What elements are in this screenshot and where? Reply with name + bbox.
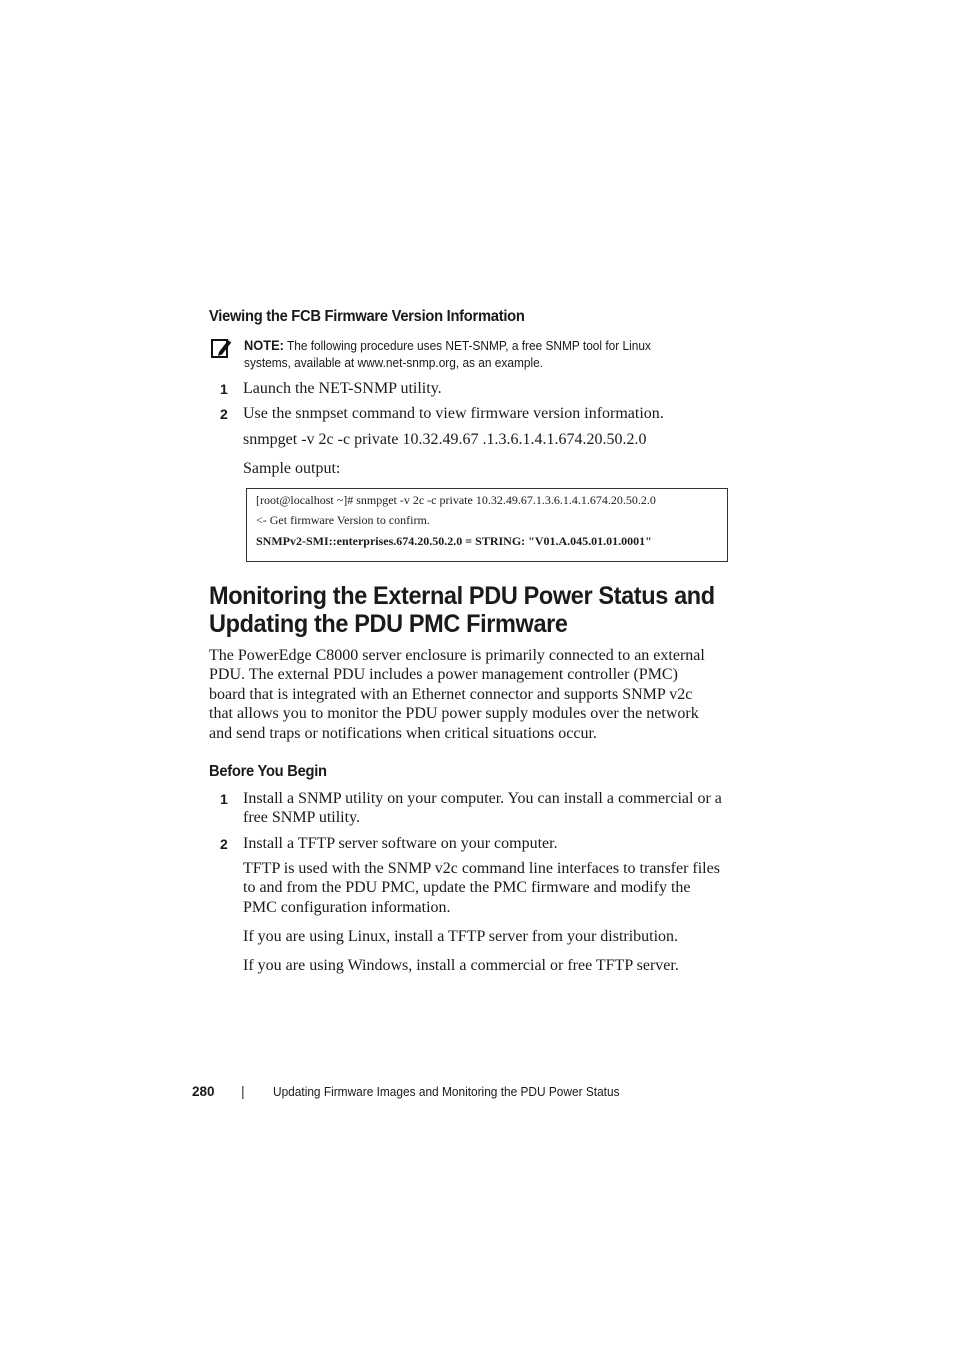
sample-output-box (246, 488, 728, 562)
footer-title: Updating Firmware Images and Monitoring the PDU Power Status (273, 1085, 620, 1099)
paragraph-line: that allows you to monitor the PDU power supply modules over the network (209, 705, 699, 723)
sample-output-label: Sample output: (243, 460, 341, 477)
code-line: SNMPv2-SMI::enterprises.674.20.50.2.0 = STRING: "V01.A.045.01.01.0001" (256, 534, 652, 548)
paragraph-line: board that is integrated with an Ethernet connector and supports SNMP v2c (209, 685, 693, 703)
note-pencil-icon (211, 337, 233, 359)
step-text: Use the snmpset command to view firmware version information. (243, 405, 664, 422)
linux-instruction: If you are using Linux, install a TFTP server from your distribution. (243, 928, 679, 945)
step-number: 2 (220, 836, 228, 852)
step-number: 2 (220, 406, 228, 422)
paragraph-line: and send traps or notifications when critical situations occur. (209, 724, 597, 742)
step-number: 1 (220, 791, 228, 807)
step-text: Install a TFTP server software on your computer. (243, 835, 558, 852)
tftp-paragraph (243, 859, 720, 917)
step-text (243, 789, 722, 828)
footer-separator: | (241, 1083, 245, 1099)
windows-instruction: If you are using Windows, install a commercial or free TFTP server. (243, 957, 679, 974)
note-line-1: The following procedure uses NET-SNMP, a free SNMP tool for Linux (286, 339, 651, 353)
intro-paragraph (209, 646, 705, 743)
main-heading-line-1: Monitoring the External PDU Power Status and (209, 582, 715, 610)
step-line: free SNMP utility. (243, 809, 361, 827)
code-line: [root@localhost ~]# snmpget -v 2c -c private 10.32.49.67.1.3.6.1.4.1.674.20.50.2.0 (256, 493, 656, 507)
note-line-2: systems, available at www.net-snmp.org, as an example. (244, 356, 543, 370)
section-heading-before-you-begin: Before You Begin (209, 763, 327, 780)
step-text: Launch the NET-SNMP utility. (243, 380, 442, 397)
snmp-command: snmpget -v 2c -c private 10.32.49.67 .1.3.6.1.4.1.674.20.50.2.0 (243, 431, 647, 448)
note-label: NOTE: (244, 338, 284, 353)
step-line: Install a SNMP utility on your computer. You can install a commercial or a (243, 790, 722, 807)
main-heading (209, 582, 715, 638)
main-heading-line-2: Updating the PDU PMC Firmware (209, 610, 568, 638)
code-line: <- Get firmware Version to confirm. (256, 513, 430, 527)
page-number: 280 (192, 1084, 215, 1099)
paragraph-line: TFTP is used with the SNMP v2c command line interfaces to transfer files (243, 860, 720, 877)
section-heading-fcb: Viewing the FCB Firmware Version Information (209, 308, 525, 325)
paragraph-line: to and from the PDU PMC, update the PMC firmware and modify the (243, 879, 691, 897)
step-number: 1 (220, 381, 228, 397)
paragraph-line: The PowerEdge C8000 server enclosure is primarily connected to an external (209, 647, 705, 664)
paragraph-line: PMC configuration information. (243, 898, 451, 916)
paragraph-line: PDU. The external PDU includes a power management controller (PMC) (209, 666, 678, 684)
note-text (244, 337, 738, 372)
